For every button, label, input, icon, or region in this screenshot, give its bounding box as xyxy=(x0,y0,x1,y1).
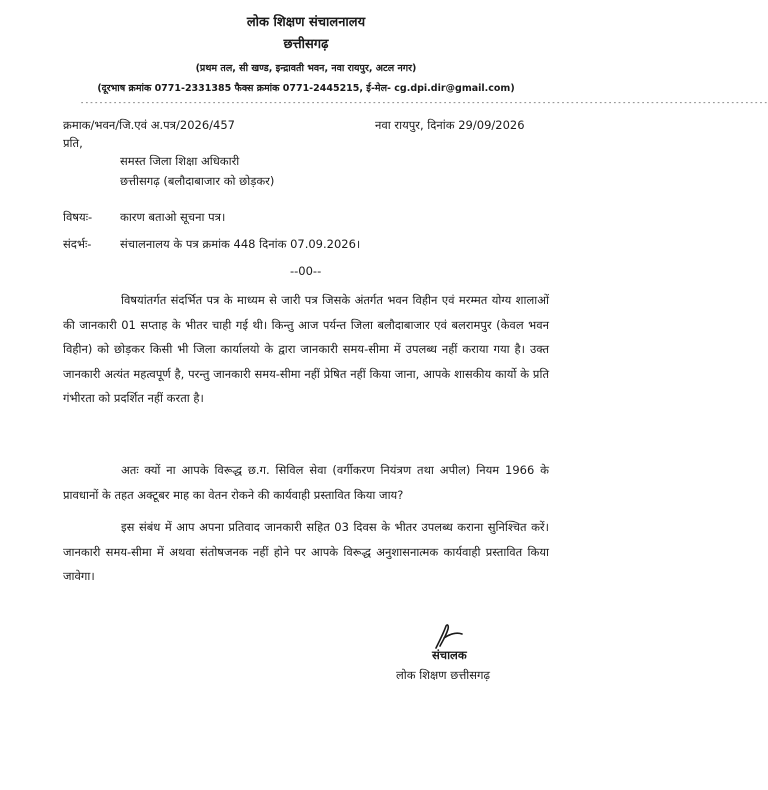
recipient-line-2: छत्तीसगढ़ (बलौदाबाजार को छोड़कर) xyxy=(120,174,275,188)
letterhead-contact: (दूरभाष क्रमांक 0771-2331385 फैक्स क्रमांक 0771-2445215, ई-मेल- cg.dpi.dir@gmail.com) xyxy=(97,83,515,94)
signature-designation: संचालक xyxy=(432,648,467,662)
letterhead-address: (प्रथम तल, सी खण्ड, इन्द्रावती भवन, नवा रायपुर, अटल नगर) xyxy=(195,63,417,74)
subject-label: विषयः- xyxy=(63,210,93,224)
body-paragraph-2: अतः क्यों ना आपके विरूद्ध छ.ग. सिविल सेवा (वर्गीकरण नियंत्रण तथा अपील) नियम 1966 के प्रावधानों के तहत अक्टूबर माह का वेतन रोकने की कार्यवाही प्रस्तावित किया जाय? xyxy=(63,463,549,502)
recipient-line-1: समस्त जिला शिक्षा अधिकारी xyxy=(120,154,240,168)
reference-text: संचालनालय के पत्र क्रमांक 448 दिनांक 07.09.2026। xyxy=(120,237,361,251)
signature-office: लोक शिक्षण छत्तीसगढ़ xyxy=(396,668,490,682)
body-paragraph-3: इस संबंध में आप अपना प्रतिवाद जानकारी सहित 03 दिवस के भीतर उपलब्ध कराना सुनिश्चित करें। जानकारी समय-सीमा में अथवा संतोषजनक नहीं होने पर आपके विरूद्ध अनुशासनात्मक कार्यवाही प्रस्तावित किया जावेगा। xyxy=(63,520,549,583)
recipient-prati: प्रति, xyxy=(63,136,83,150)
reference-number: क्रमाक/भवन/जि.एवं अ.पत्र/2026/457 xyxy=(63,118,235,132)
place-date: नवा रायपुर, दिनांक 29/09/2026 xyxy=(375,118,525,132)
letterhead-org: लोक शिक्षण संचालनालय xyxy=(246,15,366,30)
letterhead-state: छत्तीसगढ़ xyxy=(283,37,329,52)
section-separator: --00-- xyxy=(290,264,322,278)
subject-text: कारण बताओ सूचना पत्र। xyxy=(120,210,226,224)
body-paragraph-1: विषयांतर्गत संदर्भित पत्र के माध्यम से जारी पत्र जिसके अंतर्गत भवन विहीन एवं मरम्मत योग्य शालाओं की जानकारी 01 सप्ताह के भीतर चाही गई थी। किन्तु आज पर्यन्त जिला बलौदाबाजार एवं बलरामपुर (केवल भवन विहीन) को छोड़कर किसी भी जिला कार्यालयो के द्वारा जानकारी समय-सीमा में उपलब्ध नहीं कराया गया है। उक्त जानकारी अत्यंत महत्वपूर्ण है, परन्तु जानकारी समय-सीमा नहीं प्रेषित नहीं किया जाना, आपके शासकीय कार्यो के प्रति गंभीरता को प्रदर्शित नहीं करता है। xyxy=(63,293,549,405)
reference-label: संदर्भः- xyxy=(63,237,92,251)
header-divider: -------------------------------------------------------------------------------------------------------------------------------------------------- xyxy=(80,99,768,107)
